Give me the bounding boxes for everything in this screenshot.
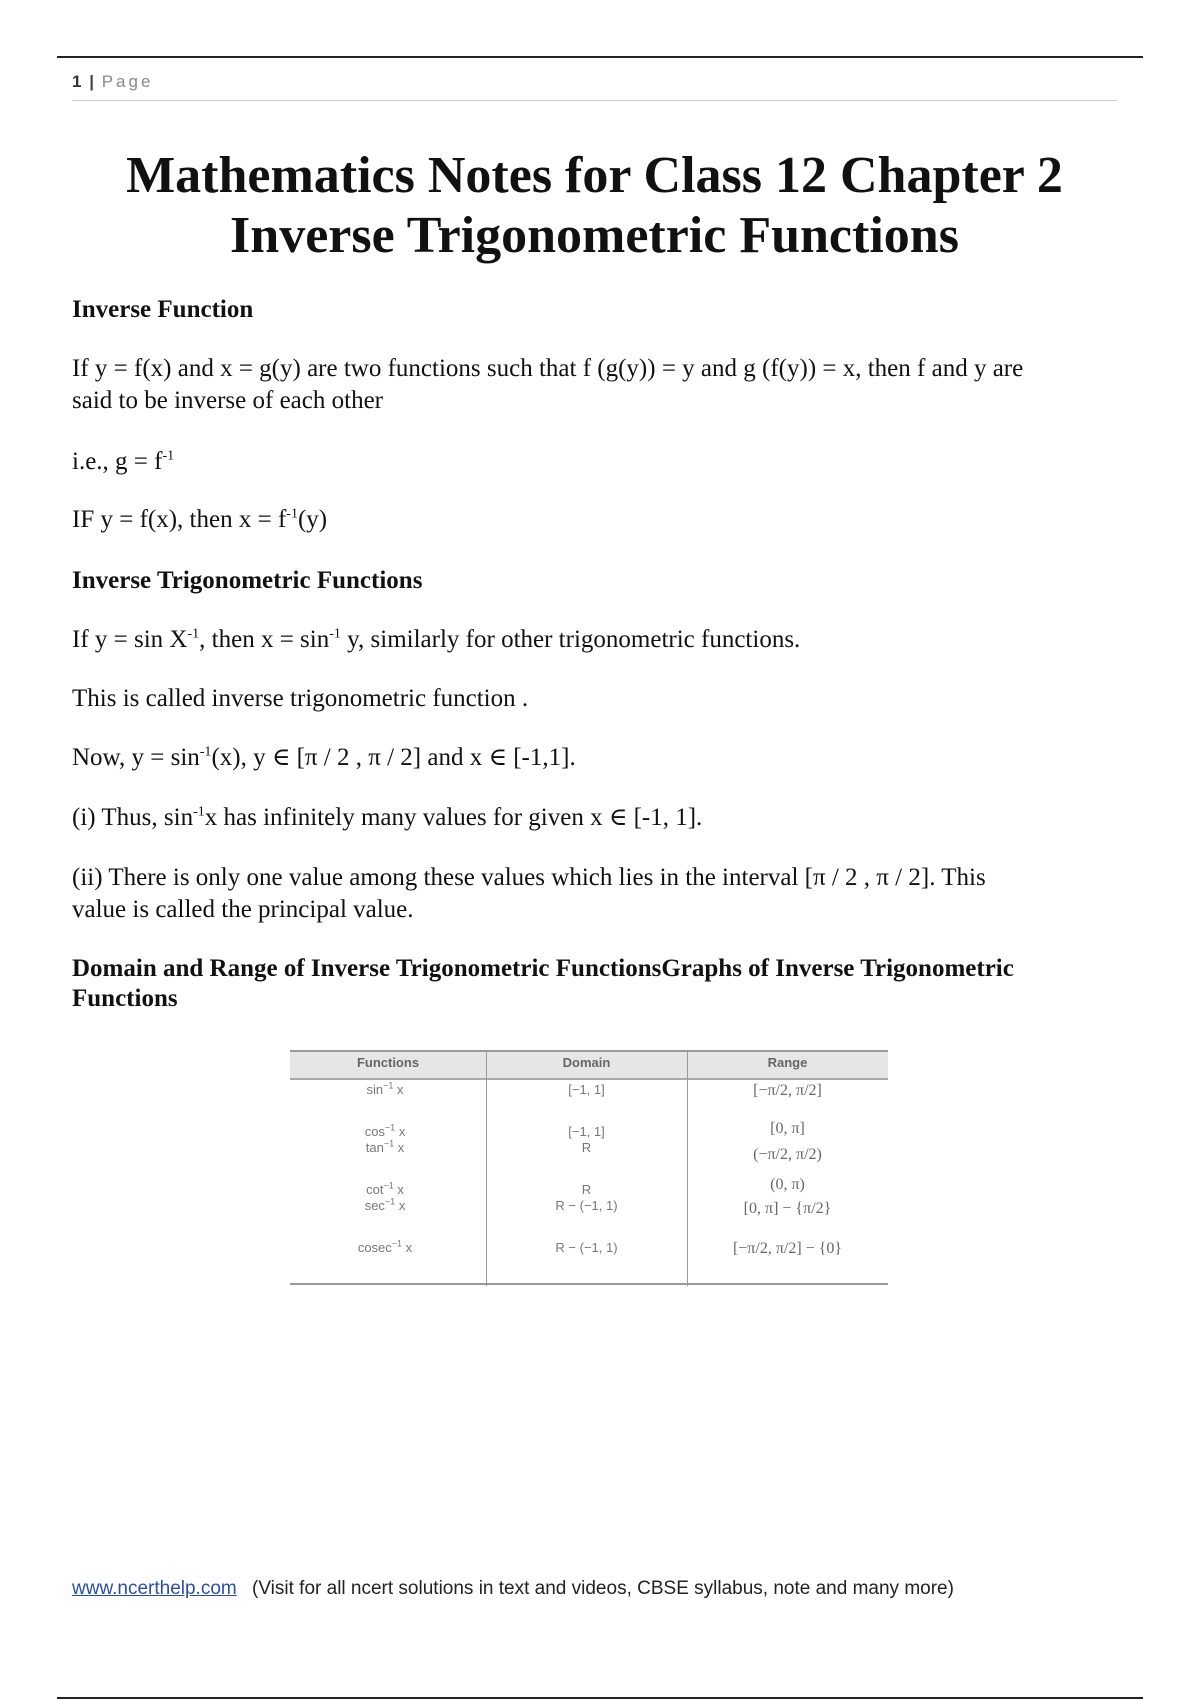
paragraph-line: (ii) There is only one value among these values which lies in the interval [π / 2 , π / 2]. This — [72, 864, 986, 891]
table-cell-domain: R — [581, 1182, 592, 1197]
bottom-rule — [57, 1697, 1143, 1699]
top-rule — [57, 56, 1143, 58]
heading-inverse-trig: Inverse Trigonometric Functions — [72, 567, 423, 594]
heading-line: Domain and Range of Inverse Trigonometric FunctionsGraphs of Inverse Trigonometric — [72, 955, 1014, 982]
function-variable: x — [397, 1182, 404, 1197]
if-statement — [72, 504, 1117, 536]
superscript: -1 — [286, 506, 298, 522]
function-variable: x — [398, 1198, 406, 1213]
header-domain: Domain — [562, 1055, 611, 1070]
table-cell-range: (−π/2, π/2) — [753, 1146, 822, 1163]
title-line-1: Mathematics Notes for Class 12 Chapter 2 — [126, 147, 1063, 204]
table-cell-range: [−π/2, π/2] − {0} — [732, 1240, 843, 1257]
title-line-2: Inverse Trigonometric Functions — [230, 207, 959, 264]
paragraph-called: This is called inverse trigonometric function . — [72, 685, 529, 712]
table-cell-function — [320, 1140, 450, 1155]
paragraph-thus — [72, 802, 1117, 834]
superscript: −1 — [391, 1238, 403, 1249]
text-run: y, similarly for other trigonometric functions. — [340, 626, 801, 653]
ie-statement — [72, 446, 1117, 478]
paragraph-line: value is called the principal value. — [72, 896, 414, 923]
table-cell-function — [320, 1182, 450, 1197]
superscript: -1 — [329, 626, 341, 642]
domain-range-table — [290, 1050, 888, 1288]
function-variable: x — [405, 1240, 413, 1255]
superscript: -1 — [199, 744, 212, 760]
paragraph-line: said to be inverse of each other — [72, 387, 383, 414]
page-header — [72, 72, 1117, 101]
table-cell-range: [0, π] − {π/2} — [743, 1200, 832, 1217]
table-cell-domain: R − (−1, 1) — [555, 1240, 618, 1255]
superscript: −1 — [383, 1138, 395, 1149]
page-footer — [72, 1578, 954, 1600]
function-variable: x — [398, 1124, 406, 1139]
table-cell-domain: R − (−1, 1) — [555, 1198, 618, 1213]
table-cell-function — [320, 1124, 450, 1139]
header-range: Range — [767, 1055, 808, 1070]
header-functions: Functions — [356, 1055, 420, 1070]
paragraph-sin-inverse — [72, 624, 1117, 656]
footer-note: (Visit for all ncert solutions in text and videos, CBSE syllabus, note and many more) — [252, 1578, 954, 1599]
superscript: -1 — [162, 448, 175, 464]
page-title — [72, 146, 1117, 266]
text-run: x has infinitely many values for given x ∈ [-1, 1]. — [204, 804, 703, 831]
text-run: (x), y ∈ [π / 2 , π / 2] and x ∈ [-1,1]. — [211, 744, 576, 771]
page-number: 1 — [72, 72, 82, 91]
heading-line: Functions — [72, 985, 178, 1012]
superscript: -1 — [193, 804, 205, 820]
table-cell-domain: [−1, 1] — [568, 1124, 605, 1139]
table-bottom-rule — [290, 1283, 888, 1285]
heading-domain-range — [72, 954, 1117, 1014]
heading-inverse-function: Inverse Function — [72, 296, 254, 323]
text-run: Now, y = sin — [72, 744, 200, 771]
text-run: If y = sin X — [72, 626, 188, 653]
table-cell-range: (0, π) — [770, 1176, 805, 1193]
function-name: cos — [364, 1124, 385, 1139]
if-text: IF y = f(x), then x = f — [72, 506, 287, 533]
table-cell-domain: [−1, 1] — [568, 1082, 605, 1097]
paragraph-principal — [72, 862, 1117, 926]
website-link[interactable]: www.ncerthelp.com — [72, 1578, 237, 1599]
superscript: −1 — [383, 1080, 394, 1091]
page-separator: | — [89, 72, 94, 91]
paragraph-line: If y = f(x) and x = g(y) are two functions such that f (g(y)) = y and g (f(y)) = x, then f and y are — [72, 355, 1024, 382]
superscript: -1 — [187, 626, 200, 642]
superscript: −1 — [384, 1196, 396, 1207]
text-run: (i) Thus, sin — [72, 804, 194, 831]
function-name: sec — [364, 1198, 385, 1213]
table-cell-function — [320, 1082, 450, 1097]
superscript: −1 — [383, 1180, 394, 1191]
text-run: , then x = sin — [199, 626, 330, 653]
paragraph-now — [72, 742, 1117, 774]
table-cell-function — [320, 1198, 450, 1213]
page-label: Page — [101, 72, 154, 91]
function-name: cot — [366, 1182, 384, 1197]
function-variable: x — [397, 1082, 404, 1097]
function-name: tan — [365, 1140, 384, 1155]
table-cell-domain: R — [581, 1140, 592, 1155]
table-cell-function — [320, 1240, 450, 1255]
function-variable: x — [397, 1140, 405, 1155]
table-cell-range: [−π/2, π/2] — [753, 1082, 822, 1099]
table-cell-range: [0, π] — [770, 1120, 805, 1137]
function-name: sin — [366, 1082, 384, 1097]
function-name: cosec — [357, 1240, 392, 1255]
superscript: −1 — [384, 1122, 396, 1133]
ie-text: i.e., g = f — [72, 448, 163, 475]
paragraph-inverse-definition — [72, 353, 1117, 417]
if-text-end: (y) — [297, 506, 328, 533]
